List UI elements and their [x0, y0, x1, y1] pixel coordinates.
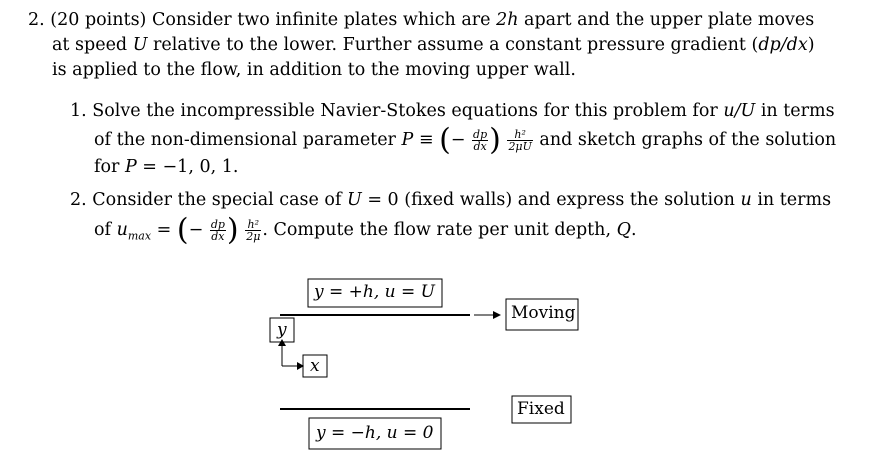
part-1-line-1: 1. Solve the incompressible Navier-Stokes equations for this problem for u/U in terms	[70, 101, 835, 121]
h-ratio-fraction-2: $\frac{\text{h²}}{2\mu}$	[246, 218, 261, 243]
arrow-head-icon	[493, 311, 501, 319]
part-2-number: 2.	[70, 190, 87, 210]
part-1-number: 1.	[70, 101, 87, 121]
bottom-plate-label: y = −h, u = 0	[316, 423, 434, 443]
part-1-line-2: of the non-dimensional parameter P ≡ (− $\frac{dp}{dx}$ ) $\frac{\text{h²}}{2\mu U}$ and sketch graphs of the solution	[94, 122, 837, 158]
top-plate-label: y = +h, u = U	[314, 282, 435, 302]
part-2-line-1: 2. Consider the special case of U = 0 (fixed walls) and express the solution u in terms	[70, 190, 832, 210]
problem-line-2: at speed U relative to the lower. Further assume a constant pressure gradient (dp/dx)	[52, 35, 815, 55]
problem-points: (20 points)	[50, 10, 147, 30]
fixed-label: Fixed	[517, 399, 565, 419]
problem-line-3: is applied to the flow, in addition to the moving upper wall.	[52, 60, 576, 80]
problem-number: 2.	[28, 10, 45, 30]
part-1-line-3: for P = −1, 0, 1.	[94, 157, 239, 177]
dp-dx-fraction: $\frac{dp}{dx}$	[473, 128, 488, 153]
dp-dx-fraction-2: $\frac{dp}{dx}$	[210, 218, 225, 243]
y-axis-label: y	[277, 320, 287, 340]
h-ratio-fraction: $\frac{\text{h²}}{2\mu U}$	[508, 128, 532, 153]
problem-line-1: 2. (20 points) Consider two infinite plates which are 2h apart and the upper plate moves	[28, 10, 815, 30]
part-2-line-2: of $u_{max}$ = (− $\frac{dp}{dx}$ ) $\frac{\text{h²}}{2\mu}$ . Compute the flow rate per unit depth, Q.	[94, 212, 637, 248]
moving-label: Moving	[511, 303, 576, 323]
x-axis-label: x	[310, 356, 320, 376]
